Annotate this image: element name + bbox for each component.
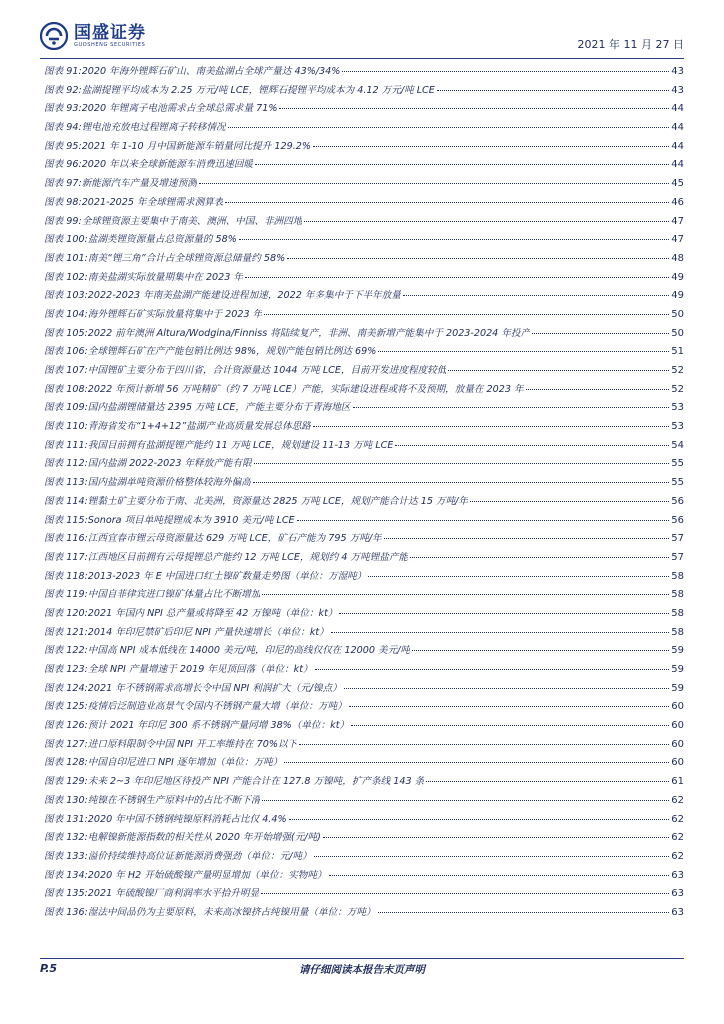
toc-entry-page: 60	[671, 738, 684, 750]
toc-entry-label: 图表 95:	[44, 140, 82, 152]
toc-entry-title: 中国自印尼进口 NPI 逐年增加（单位：万吨）	[87, 757, 283, 769]
dot-leader	[287, 257, 669, 259]
toc-entry-page: 44	[671, 159, 684, 171]
toc-entry-label: 图表 133:	[44, 850, 88, 862]
toc-entry-page: 58	[671, 626, 684, 638]
toc-entry-label: 图表 128:	[44, 757, 88, 769]
toc-entry-title: 盐湖类锂资源量占总资源量的 58%	[87, 234, 237, 246]
toc-entry-title: 2022-2023 年南美盐湖产能建设进程加速，2022 年多集中于下半年放量	[87, 290, 401, 302]
toc-entry-page: 62	[671, 813, 684, 825]
toc-entry-title: 2022 年预计新增 56 万吨精矿（约 7 万吨 LCE）产能，实际建设进程或将不及预期，放量在 2023 年	[87, 383, 524, 395]
toc-entry-page: 62	[671, 850, 684, 862]
toc-entry-page: 58	[671, 589, 684, 601]
toc-entry-title: 疫情后泛制造业高景气令国内不锈钢产量大增（单位：万吨）	[87, 701, 347, 713]
toc-entry-page: 58	[671, 607, 684, 619]
toc-entry-label: 图表 104:	[44, 308, 88, 320]
toc-entry-title: 湿法中间品仍为主要原料，未来高冰镍挤占纯镍用量（单位：万吨）	[87, 906, 376, 918]
toc-entry[interactable]	[44, 474, 684, 493]
dot-leader	[253, 481, 669, 483]
toc-entry-title: 海外锂辉石矿实际放量将集中于 2023 年	[87, 308, 263, 320]
toc-entry-page: 53	[671, 402, 684, 414]
dot-leader	[262, 593, 669, 595]
toc-entry-label: 图表 103:	[44, 290, 88, 302]
toc-entry-title: 2013-2023 年 E 中国进口红土镍矿数量走势图（单位：万湿吨）	[87, 570, 367, 582]
dot-leader	[342, 70, 669, 72]
toc-entry[interactable]	[44, 306, 684, 325]
toc-entry-title: 2021 年硫酸镍厂商利润率水平拾升明显	[87, 888, 260, 900]
toc-entry[interactable]	[44, 175, 684, 194]
toc-entry-title: 江西宜春市锂云母资源量达 629 万吨 LCE，矿石产能为 795 万吨/年	[87, 533, 382, 545]
dot-leader	[426, 780, 669, 782]
dot-leader	[395, 444, 669, 446]
dot-leader	[225, 201, 669, 203]
dot-leader	[299, 743, 669, 745]
toc-entry-label: 图表 110:	[44, 421, 88, 433]
toc-entry-label: 图表 109:	[44, 402, 88, 414]
dot-leader	[313, 145, 669, 147]
brand-name-en: GUOSHENG SECURITIES	[74, 41, 146, 48]
dot-leader	[262, 799, 669, 801]
toc-entry-label: 图表 107:	[44, 365, 88, 376]
toc-entry-page: 52	[671, 365, 684, 376]
toc-entry-page: 53	[671, 421, 684, 433]
toc-entry-label: 图表 94:	[44, 122, 82, 134]
toc-entry-label: 图表 130:	[44, 794, 88, 806]
toc-entry-label: 图表 99:	[44, 215, 82, 227]
toc-entry-page: 59	[671, 664, 684, 675]
dot-leader	[254, 462, 670, 464]
toc-entry-title: 2021-2025 年全球锂需求测算表	[81, 196, 224, 208]
toc-entry-label: 图表 118:	[44, 570, 88, 582]
dot-leader	[314, 855, 670, 857]
toc-entry[interactable]	[44, 811, 684, 830]
toc-entry-title: 进口原料限制令中国 NPI 开工率维持在 70%以下	[87, 738, 298, 750]
toc-entry-title: 中国锂矿主要分布于四川省，合计资源量达 1044 万吨 LCE，目前开发进度程度较低	[87, 365, 447, 376]
dot-leader	[368, 575, 669, 577]
toc-entry-page: 52	[671, 383, 684, 395]
toc-entry-page: 43	[671, 66, 684, 77]
toc-entry-page: 47	[671, 215, 684, 227]
toc-entry[interactable]	[44, 549, 684, 568]
dot-leader	[412, 649, 669, 651]
toc-entry[interactable]	[44, 885, 684, 904]
toc-entry[interactable]	[44, 624, 684, 643]
dot-leader	[315, 668, 670, 670]
toc-entry[interactable]	[44, 325, 684, 344]
dot-leader	[410, 556, 669, 558]
dot-leader	[323, 836, 669, 838]
toc-entry[interactable]	[44, 119, 684, 138]
dot-leader	[261, 892, 669, 894]
toc-entry[interactable]	[44, 867, 684, 886]
toc-entry[interactable]	[44, 437, 684, 456]
toc-entry[interactable]	[44, 231, 684, 250]
toc-entry-title: 2020 年海外锂辉石矿山、南美盐湖占全球产量达 43%/34%	[81, 66, 341, 77]
page-header	[40, 18, 684, 58]
toc-entry-page: 46	[671, 196, 684, 208]
toc-entry[interactable]	[44, 773, 684, 792]
toc-entry-label: 图表 121:	[44, 626, 88, 638]
dot-leader	[239, 238, 669, 240]
toc-entry[interactable]	[44, 250, 684, 269]
dot-leader	[245, 276, 669, 278]
toc-entry-label: 图表 127:	[44, 738, 88, 750]
toc-entry-page: 61	[671, 776, 684, 788]
dot-leader	[297, 519, 670, 521]
figure-index-list	[44, 63, 684, 923]
toc-entry-label: 图表 131:	[44, 813, 88, 825]
toc-entry[interactable]	[44, 362, 684, 381]
toc-entry-label: 图表 98:	[44, 196, 82, 208]
toc-entry-label: 图表 117:	[44, 551, 88, 563]
disclaimer-notice: 请仔细阅读本报告末页声明	[299, 964, 425, 976]
toc-entry[interactable]	[44, 418, 684, 437]
toc-entry[interactable]	[44, 642, 684, 661]
dot-leader	[437, 89, 669, 91]
toc-entry-title: 中国自菲律宾进口镍矿体量占比不断增加	[87, 589, 261, 601]
toc-entry-title: 青海省发布“1+4+12”盐湖产业高质量发展总体思路	[87, 421, 311, 433]
toc-entry-title: 2020 年中国不锈钢纯镍原料消耗占比仅 4.4%	[87, 813, 287, 825]
toc-entry-title: 南美盐湖实际放量期集中在 2023 年	[87, 271, 244, 283]
toc-entry-page: 56	[671, 514, 684, 526]
report-date: 2021 年 11 月 27 日	[577, 38, 684, 51]
dot-leader	[289, 818, 670, 820]
toc-entry-label: 图表 108:	[44, 383, 88, 395]
toc-entry[interactable]	[44, 63, 684, 82]
toc-entry-label: 图表 134:	[44, 869, 88, 881]
dot-leader	[199, 182, 669, 184]
toc-entry-label: 图表 122:	[44, 645, 88, 657]
toc-entry-page: 60	[671, 757, 684, 769]
dot-leader	[313, 425, 669, 427]
page-number: P.5	[40, 962, 58, 975]
toc-entry-title: 锂黏土矿主要分布于南、北美洲，资源量达 2825 万吨 LCE，规划产能合计达 15 万吨/年	[87, 495, 468, 507]
toc-entry[interactable]	[44, 138, 684, 157]
toc-entry-page: 54	[671, 439, 684, 451]
toc-entry-title: 中国高 NPI 成本低线在 14000 美元/吨，印尼的高线仅仅在 12000 美元/吨	[87, 645, 411, 657]
toc-entry-page: 58	[671, 570, 684, 582]
toc-entry-page: 57	[671, 551, 684, 563]
toc-entry[interactable]	[44, 829, 684, 848]
dot-leader	[344, 687, 669, 689]
toc-entry-label: 图表 97:	[44, 178, 82, 190]
dot-leader	[339, 612, 669, 614]
toc-entry-label: 图表 123:	[44, 664, 88, 675]
toc-entry-title: 2021 年国内 NPI 总产量或将降至 42 万镍吨（单位：kt）	[87, 607, 338, 619]
dot-leader	[255, 163, 669, 165]
toc-entry-label: 图表 125:	[44, 701, 88, 713]
toc-entry-label: 图表 116:	[44, 533, 88, 545]
toc-entry-label: 图表 100:	[44, 234, 88, 246]
toc-entry-label: 图表 91:	[44, 66, 82, 77]
toc-entry-title: 全球锂辉石矿在产产能包销比例达 98%，规划产能包销比例达 69%	[87, 346, 377, 358]
dot-leader	[331, 631, 670, 633]
toc-entry-page: 49	[671, 271, 684, 283]
toc-entry-label: 图表 124:	[44, 682, 88, 694]
toc-entry-page: 44	[671, 103, 684, 115]
toc-entry-page: 60	[671, 720, 684, 732]
toc-entry[interactable]	[44, 213, 684, 232]
toc-entry-title: 未来 2~3 年印尼地区待投产 NPI 产能合计在 127.8 万镍吨，扩产条线 143 条	[87, 776, 425, 788]
toc-entry-label: 图表 96:	[44, 159, 82, 171]
dot-leader	[353, 406, 670, 408]
toc-entry-label: 图表 120:	[44, 607, 88, 619]
toc-entry-title: 2021 年 1-10 月中国新能源车销量同比提升 129.2%	[81, 140, 311, 152]
toc-entry-label: 图表 102:	[44, 271, 88, 283]
toc-entry-title: 国内盐湖 2022-2023 年释放产能有限	[87, 458, 252, 470]
toc-entry-label: 图表 136:	[44, 906, 88, 918]
toc-entry-page: 55	[671, 458, 684, 470]
toc-entry-label: 图表 119:	[44, 589, 88, 601]
toc-entry[interactable]	[44, 792, 684, 811]
dot-leader	[329, 874, 670, 876]
toc-entry[interactable]	[44, 399, 684, 418]
toc-entry[interactable]	[44, 493, 684, 512]
toc-entry-label: 图表 105:	[44, 327, 88, 339]
toc-entry-page: 56	[671, 495, 684, 507]
toc-entry[interactable]	[44, 661, 684, 680]
toc-entry[interactable]	[44, 904, 684, 923]
toc-entry-page: 63	[671, 869, 684, 881]
toc-entry-label: 图表 106:	[44, 346, 88, 358]
toc-entry-label: 图表 115:	[44, 514, 88, 526]
toc-entry[interactable]	[44, 512, 684, 531]
toc-entry-title: 2021 年不锈钢需求高增长令中国 NPI 利润扩大（元/镍点）	[87, 682, 342, 694]
toc-entry-title: 全球锂资源主要集中于南美、澳洲、中国、非洲四地	[81, 215, 303, 227]
toc-entry-title: 锂电池充放电过程锂离子转移情况	[81, 122, 226, 134]
dot-leader	[378, 350, 669, 352]
dot-leader	[264, 313, 669, 315]
toc-entry-page: 63	[671, 888, 684, 900]
toc-entry-label: 图表 111:	[44, 439, 88, 451]
brand-logo-icon	[40, 22, 68, 50]
toc-entry-page: 62	[671, 832, 684, 844]
toc-entry-page: 55	[671, 477, 684, 489]
toc-entry-title: 2022 前年澳洲 Altura/Wodgina/Finniss 将陆续复产，非洲、南美新增产能集中于 2023-2024 年投产	[87, 327, 531, 339]
toc-entry[interactable]	[44, 530, 684, 549]
dot-leader	[526, 388, 670, 390]
toc-entry[interactable]	[44, 156, 684, 175]
toc-entry-page: 44	[671, 140, 684, 152]
toc-entry-label: 图表 92:	[44, 84, 82, 96]
toc-entry-label: 图表 101:	[44, 252, 88, 264]
toc-entry[interactable]	[44, 287, 684, 306]
toc-entry-title: 国内盐湖单吨资源价格整体较海外偏高	[87, 477, 251, 489]
dot-leader	[470, 500, 669, 502]
toc-entry-page: 43	[671, 84, 684, 96]
toc-entry-title: 南美“锂三角”合计占全球锂资源总储量约 58%	[87, 252, 286, 264]
toc-entry-label: 图表 114:	[44, 495, 88, 507]
toc-entry-page: 45	[671, 178, 684, 190]
toc-entry[interactable]	[44, 343, 684, 362]
dot-leader	[284, 761, 669, 763]
toc-entry[interactable]	[44, 717, 684, 736]
footer-divider	[40, 958, 684, 959]
toc-entry[interactable]	[44, 194, 684, 213]
dot-leader	[532, 332, 669, 334]
dot-leader	[304, 220, 669, 222]
toc-entry-page: 63	[671, 906, 684, 918]
toc-entry[interactable]	[44, 269, 684, 288]
toc-entry-page: 51	[671, 346, 684, 358]
toc-entry-title: 国内盐湖锂储量达 2395 万吨 LCE，产能主要分布于青海地区	[87, 402, 351, 414]
toc-entry-title: 新能源汽车产量及增速预测	[81, 178, 197, 190]
toc-entry-page: 59	[671, 682, 684, 694]
toc-entry[interactable]	[44, 82, 684, 101]
toc-entry-title: Sonora 项目单吨提锂成本为 3910 美元/吨 LCE	[87, 514, 295, 526]
brand-logo	[40, 18, 146, 54]
toc-entry-page: 50	[671, 327, 684, 339]
toc-entry-label: 图表 132:	[44, 832, 88, 844]
toc-entry[interactable]	[44, 754, 684, 773]
toc-entry-label: 图表 135:	[44, 888, 88, 900]
toc-entry-page: 47	[671, 234, 684, 246]
toc-entry-title: 盐湖提锂平均成本为 2.25 万元/吨 LCE，锂辉石提锂平均成本为 4.12 万元/吨 LCE	[81, 84, 435, 96]
toc-entry-title: 我国目前拥有盐湖提锂产能约 11 万吨 LCE，规划建设 11-13 万吨 LCE	[87, 439, 394, 451]
toc-entry[interactable]	[44, 381, 684, 400]
toc-entry-page: 48	[671, 252, 684, 264]
toc-entry[interactable]	[44, 680, 684, 699]
dot-leader	[378, 911, 670, 913]
toc-entry[interactable]	[44, 455, 684, 474]
dot-leader	[228, 126, 670, 128]
toc-entry-page: 62	[671, 794, 684, 806]
toc-entry-label: 图表 126:	[44, 720, 88, 732]
dot-leader	[351, 724, 669, 726]
toc-entry-title: 2020 年锂离子电池需求占全球总需求量 71%	[81, 103, 278, 115]
dot-leader	[279, 107, 669, 109]
toc-entry[interactable]	[44, 100, 684, 119]
toc-entry[interactable]	[44, 736, 684, 755]
toc-entry-title: 纯镍在不锈钢生产原料中的占比不断下滑	[87, 794, 261, 806]
toc-entry-title: 溢价持续维持高位证新能源消费强劲（单位：元/吨）	[87, 850, 312, 862]
toc-entry[interactable]	[44, 605, 684, 624]
toc-entry-page: 60	[671, 701, 684, 713]
toc-entry[interactable]	[44, 568, 684, 587]
toc-entry-page: 57	[671, 533, 684, 545]
toc-entry[interactable]	[44, 586, 684, 605]
toc-entry-title: 电解镍新能源指数的相关性从 2020 年开始增强(元/吨)	[87, 832, 321, 844]
brand-name: 国盛证券	[74, 22, 146, 43]
dot-leader	[384, 537, 670, 539]
toc-entry-label: 图表 129:	[44, 776, 88, 788]
toc-entry-label: 图表 93:	[44, 103, 82, 115]
toc-entry[interactable]	[44, 698, 684, 717]
toc-entry-label: 图表 112:	[44, 458, 88, 470]
toc-entry-title: 全球 NPI 产量增速于 2019 年见顶回落（单位：kt）	[87, 664, 313, 675]
toc-entry-label: 图表 113:	[44, 477, 88, 489]
dot-leader	[349, 705, 669, 707]
toc-entry-title: 2014 年印尼禁矿后印尼 NPI 产量快速增长（单位：kt）	[87, 626, 329, 638]
toc-entry[interactable]	[44, 848, 684, 867]
toc-entry-title: 预计 2021 年印尼 300 系不锈钢产量同增 38%（单位：kt）	[87, 720, 350, 732]
toc-entry-page: 50	[671, 308, 684, 320]
toc-entry-page: 44	[671, 122, 684, 134]
dot-leader	[403, 294, 669, 296]
toc-entry-title: 2020 年 H2 开始硫酸镍产量明显增加（单位：实物吨）	[87, 869, 327, 881]
toc-entry-title: 2020 年以来全球新能源车消费迅速回暖	[81, 159, 254, 171]
toc-entry-page: 49	[671, 290, 684, 302]
dot-leader	[448, 369, 669, 371]
header-divider	[40, 58, 684, 59]
toc-entry-title: 江西地区目前拥有云母提锂总产能约 12 万吨 LCE，规划约 4 万吨锂盐产能	[87, 551, 409, 563]
toc-entry-page: 59	[671, 645, 684, 657]
